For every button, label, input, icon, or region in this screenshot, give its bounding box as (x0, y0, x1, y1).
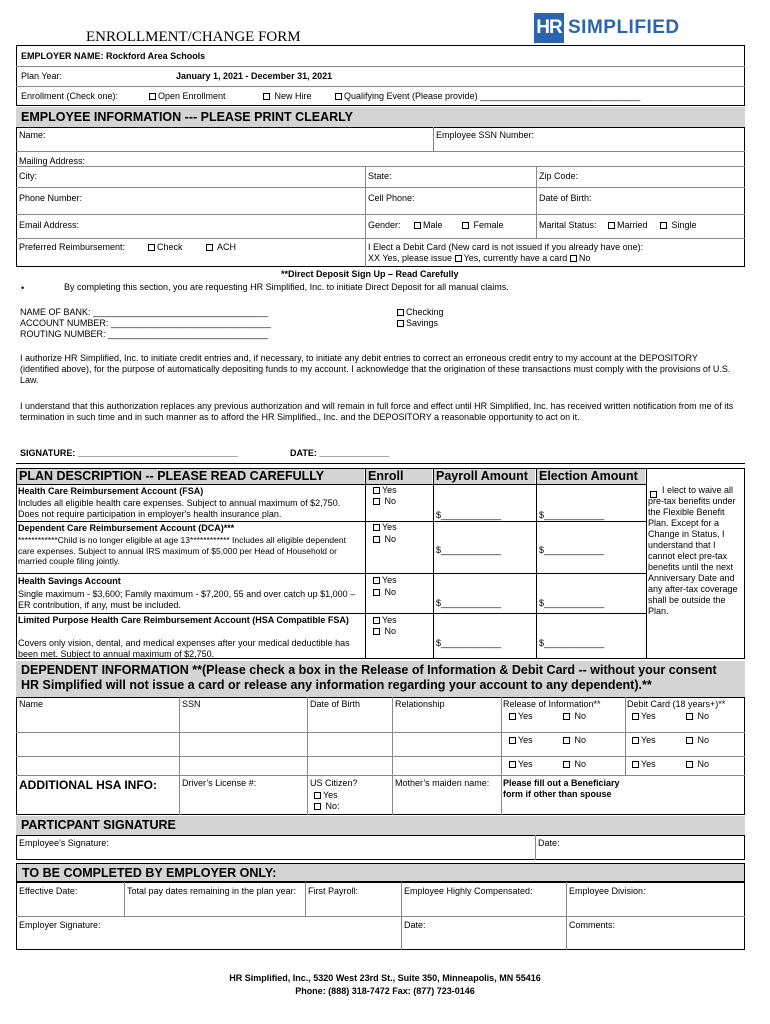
checkbox[interactable] (373, 498, 380, 505)
checking-option[interactable]: Checking (397, 307, 444, 318)
gender-label: Gender: (368, 220, 401, 230)
participant-signature-row (16, 835, 745, 860)
highly-compensated-field[interactable]: Employee Highly Compensated: (404, 886, 533, 896)
dep1-debit-no[interactable]: No (686, 711, 709, 722)
dca-no-option[interactable]: No (373, 534, 396, 545)
lpfsa-payroll-amount[interactable]: $____________ (436, 638, 502, 648)
checkbox[interactable] (373, 524, 380, 531)
dep3-release-no[interactable]: No (563, 759, 586, 770)
employer-date-field[interactable]: Date: (404, 920, 426, 930)
checkbox[interactable] (373, 628, 380, 635)
checkbox[interactable] (509, 761, 516, 768)
checkbox[interactable] (314, 803, 321, 810)
marital-married-option[interactable]: Married (608, 220, 648, 231)
lpfsa-election-amount[interactable]: $____________ (539, 638, 605, 648)
employer-only-header: TO BE COMPLETED BY EMPLOYER ONLY: (16, 863, 745, 882)
effective-date-field[interactable]: Effective Date: (19, 886, 78, 896)
checkbox[interactable] (373, 487, 380, 494)
open-enrollment-option[interactable]: Open Enrollment (149, 91, 226, 102)
checkbox[interactable] (509, 713, 516, 720)
dep-col-ssn: SSN (182, 699, 201, 709)
employer-signature-field[interactable]: Employer Signature: (19, 920, 101, 930)
city-field[interactable]: City: (19, 171, 37, 181)
dd-date-field[interactable]: DATE: ______________ (290, 448, 390, 458)
termination-paragraph: I understand that this authorization replaces any previous authorization and will remain in full force and effect until HR Simplified, Inc. has received written notification from me of its termination in such time and in such manner as to afford the HR Simplified., Inc. and the DEPOSITORY a reasonable opportunity to act on it. (20, 401, 734, 422)
gender-male-option[interactable]: Male (414, 220, 443, 231)
pay-dates-remaining-field[interactable]: Total pay dates remaining in the plan year: (127, 886, 297, 896)
state-field[interactable]: State: (368, 171, 392, 181)
mothers-maiden-name-field[interactable]: Mother’s maiden name: (395, 778, 490, 788)
dep1-debit-yes[interactable]: Yes (632, 711, 656, 722)
plan-fsa-desc: Includes all eligible health care expenses. Subject to annual maximum of $2,750. Does not require participation in employer's health insurance plan. (18, 498, 341, 519)
plan-fsa-name: Health Care Reimbursement Account (FSA) (18, 486, 204, 496)
checkbox[interactable] (660, 222, 667, 229)
checkbox[interactable] (414, 222, 421, 229)
hr-logo-text: SIMPLIFIED (568, 17, 680, 38)
bullet-icon: • (21, 283, 25, 293)
drivers-license-field[interactable]: Driver’s License #: (182, 778, 257, 788)
checkbox[interactable] (632, 737, 639, 744)
checkbox[interactable] (686, 713, 693, 720)
checkbox[interactable] (397, 320, 404, 327)
debit-card-line2: XX Yes, please issue Yes, currently have a card No (368, 253, 591, 263)
plan-dca-desc: ************Child is no longer eligible at age 13************ Includes all eligible dependent care expenses. Subject to annual IRS maximum of $5,000 per Head of Household or married couple filing jointly. (18, 535, 346, 566)
form-title: ENROLLMENT/CHANGE FORM (86, 29, 301, 45)
dep2-release-yes[interactable]: Yes (509, 735, 533, 746)
checkbox[interactable] (263, 93, 270, 100)
hr-logo-mark: HR (534, 13, 564, 43)
reimb-check-option[interactable]: Check (148, 242, 183, 253)
dep-col-debit: Debit Card (18 years+)** (627, 699, 726, 709)
dep2-debit-no[interactable]: No (686, 735, 709, 746)
mailing-address-field[interactable]: Mailing Address: (19, 156, 86, 166)
reimbursement-label: Preferred Reimbursement: (19, 242, 126, 252)
dca-election-amount[interactable]: $____________ (539, 545, 605, 555)
cell-phone-field[interactable]: Cell Phone: (368, 193, 415, 203)
plan-lpfsa-name: Limited Purpose Health Care Reimbursement Account (HSA Compatible FSA) (18, 615, 349, 625)
footer-address: HR Simplified, Inc., 5320 West 23rd St., Suite 350, Minneapolis, MN 55416 (229, 973, 541, 983)
dca-payroll-amount[interactable]: $____________ (436, 545, 502, 555)
dep1-release-no[interactable]: No (563, 711, 586, 722)
checkbox[interactable] (563, 737, 570, 744)
qualifying-event-option[interactable]: Qualifying Event (Please provide) ________________________________ (335, 91, 640, 102)
debit-card-line1: I Elect a Debit Card (New card is not issued if you already have one): (368, 242, 644, 252)
dob-field[interactable]: Date of Birth: (539, 193, 592, 203)
plan-dca-name: Dependent Care Reimbursement Account (DCA)*** (18, 523, 235, 533)
plan-hsa-name: Health Savings Account (18, 576, 121, 586)
col-enroll: Enroll (366, 468, 432, 484)
dep2-release-no[interactable]: No (563, 735, 586, 746)
checkbox[interactable] (563, 761, 570, 768)
new-hire-option[interactable]: New Hire (263, 91, 312, 102)
dep-col-release: Release of Information** (503, 699, 601, 709)
plan-lpfsa-desc: Covers only vision, dental, and medical expenses after your medical deductible has been met. Subject to annual maximum of $2,750. (18, 638, 350, 659)
lpfsa-yes-option[interactable]: Yes (373, 615, 397, 626)
fsa-yes-option[interactable]: Yes (373, 485, 397, 496)
employee-info-header: EMPLOYEE INFORMATION --- PLEASE PRINT CLEARLY (16, 107, 745, 127)
beneficiary-note: Please fill out a Beneficiary form if other than spouse (503, 778, 620, 799)
checkbox[interactable] (373, 589, 380, 596)
dca-yes-option[interactable]: Yes (373, 522, 397, 533)
col-election-amount: Election Amount (537, 468, 645, 484)
employee-division-field[interactable]: Employee Division: (569, 886, 646, 896)
account-number-field[interactable]: ACCOUNT NUMBER: ________________________________ (20, 318, 272, 328)
fsa-election-amount[interactable]: $____________ (539, 510, 605, 520)
employee-signature-field[interactable]: Employee's Signature: (19, 838, 109, 848)
gender-female-option[interactable]: Female (462, 220, 504, 231)
citizen-no-option[interactable]: No: (314, 801, 340, 812)
bank-name-field[interactable]: NAME OF BANK: ___________________________________ (20, 307, 269, 317)
checkbox[interactable] (686, 737, 693, 744)
direct-deposit-title: **Direct Deposit Sign Up – Read Carefully (281, 269, 459, 279)
dependent-header-line2: HR Simplified will not issue a card or release any information regarding your account to any dependent).** (21, 678, 652, 692)
participant-signature-header: PARTICPANT SIGNATURE (16, 816, 745, 835)
citizen-yes-option[interactable]: Yes (314, 790, 338, 801)
dep3-debit-no[interactable]: No (686, 759, 709, 770)
checkbox[interactable] (632, 713, 639, 720)
hsa-yes-option[interactable]: Yes (373, 575, 397, 586)
plan-hsa-desc: Single maximum - $3,600; Family maximum - $7,200, 55 and over catch up $1,000 – ER contribution, if any, must be included. (18, 589, 356, 610)
checkbox[interactable] (397, 309, 404, 316)
checkbox[interactable] (455, 255, 462, 262)
plan-year-label: Plan Year: (21, 71, 63, 81)
fsa-payroll-amount[interactable]: $____________ (436, 510, 502, 520)
dependent-header-line1: DEPENDENT INFORMATION **(Please check a box in the Release of Information & Debit Card -- without your consent (21, 663, 717, 677)
waive-benefits-note: I elect to waive all pre-tax benefits under the Flexible Benefit Plan. Except for a Change in Status, I understand that I cannot elect pre-tax benefits until the next Anniversary Date and any after-tax coverage shall be outside the Plan. (648, 485, 738, 616)
dep-col-name: Name (19, 699, 44, 709)
checkbox[interactable] (632, 761, 639, 768)
checkbox[interactable] (462, 222, 469, 229)
checkbox[interactable] (335, 93, 342, 100)
hsa-election-amount[interactable]: $____________ (539, 598, 605, 608)
checkbox[interactable] (373, 536, 380, 543)
additional-hsa-info-label: ADDITIONAL HSA INFO: (19, 778, 157, 792)
dependent-info-header (16, 661, 745, 697)
name-field[interactable]: Name: (19, 130, 46, 140)
checkbox[interactable] (149, 93, 156, 100)
checkbox[interactable] (373, 617, 380, 624)
zip-field[interactable]: Zip Code: (539, 171, 579, 181)
plan-year-value: January 1, 2021 - December 31, 2021 (176, 71, 333, 81)
dep3-debit-yes[interactable]: Yes (632, 759, 656, 770)
checkbox[interactable] (373, 577, 380, 584)
enrollment-label: Enrollment (Check one): (21, 91, 119, 101)
checkbox[interactable] (686, 761, 693, 768)
ssn-field[interactable]: Employee SSN Number: (436, 130, 535, 140)
fsa-no-option[interactable]: No (373, 496, 396, 507)
first-payroll-field[interactable]: First Payroll: (308, 886, 359, 896)
lpfsa-no-option[interactable]: No (373, 626, 396, 637)
checkbox[interactable] (563, 713, 570, 720)
plan-description-header: PLAN DESCRIPTION -- PLEASE READ CAREFULLY (16, 468, 364, 484)
routing-number-field[interactable]: ROUTING NUMBER: ________________________________ (20, 329, 269, 339)
dep3-release-yes[interactable]: Yes (509, 759, 533, 770)
checkbox[interactable] (608, 222, 615, 229)
hsa-payroll-amount[interactable]: $____________ (436, 598, 502, 608)
authorization-paragraph: I authorize HR Simplified, Inc. to initiate credit entries and, if necessary, to initiate any debit entries to correct an erroneous credit entry to my account at the DEPOSITORY (identified above), for the purpose of automatically depositing funds to my account. I acknowledge that the origination of these transactions must comply with the provisions of U.S. Law. (20, 353, 731, 385)
participant-date-field[interactable]: Date: (538, 838, 560, 848)
checkbox[interactable] (206, 244, 213, 251)
email-field[interactable]: Email Address: (19, 220, 80, 230)
reimb-ach-option[interactable]: ACH (206, 242, 236, 253)
dep-col-dob: Date of Birth (310, 699, 361, 709)
comments-field[interactable]: Comments: (569, 920, 616, 930)
dep-col-relationship: Relationship (395, 699, 445, 709)
checkbox[interactable] (570, 255, 577, 262)
checkbox[interactable] (314, 792, 321, 799)
hsa-no-option[interactable]: No (373, 587, 396, 598)
savings-option[interactable]: Savings (397, 318, 438, 329)
checkbox[interactable] (509, 737, 516, 744)
direct-deposit-intro: By completing this section, you are requesting HR Simplified, Inc. to initiate Direct Deposit for all manual claims. (64, 282, 509, 292)
dep2-debit-yes[interactable]: Yes (632, 735, 656, 746)
marital-single-option[interactable]: Single (660, 220, 697, 231)
footer-phone: Phone: (888) 318-7472 Fax: (877) 723-0146 (295, 986, 475, 996)
dd-signature-field[interactable]: SIGNATURE: ________________________________ (20, 448, 239, 458)
marital-label: Marital Status: (539, 220, 597, 230)
checkbox[interactable] (148, 244, 155, 251)
dep1-release-yes[interactable]: Yes (509, 711, 533, 722)
col-payroll-amount: Payroll Amount (434, 468, 535, 484)
phone-field[interactable]: Phone Number: (19, 193, 83, 203)
employer-name: EMPLOYER NAME: Rockford Area Schools (21, 51, 206, 61)
us-citizen-label: US Citizen? (310, 778, 358, 788)
